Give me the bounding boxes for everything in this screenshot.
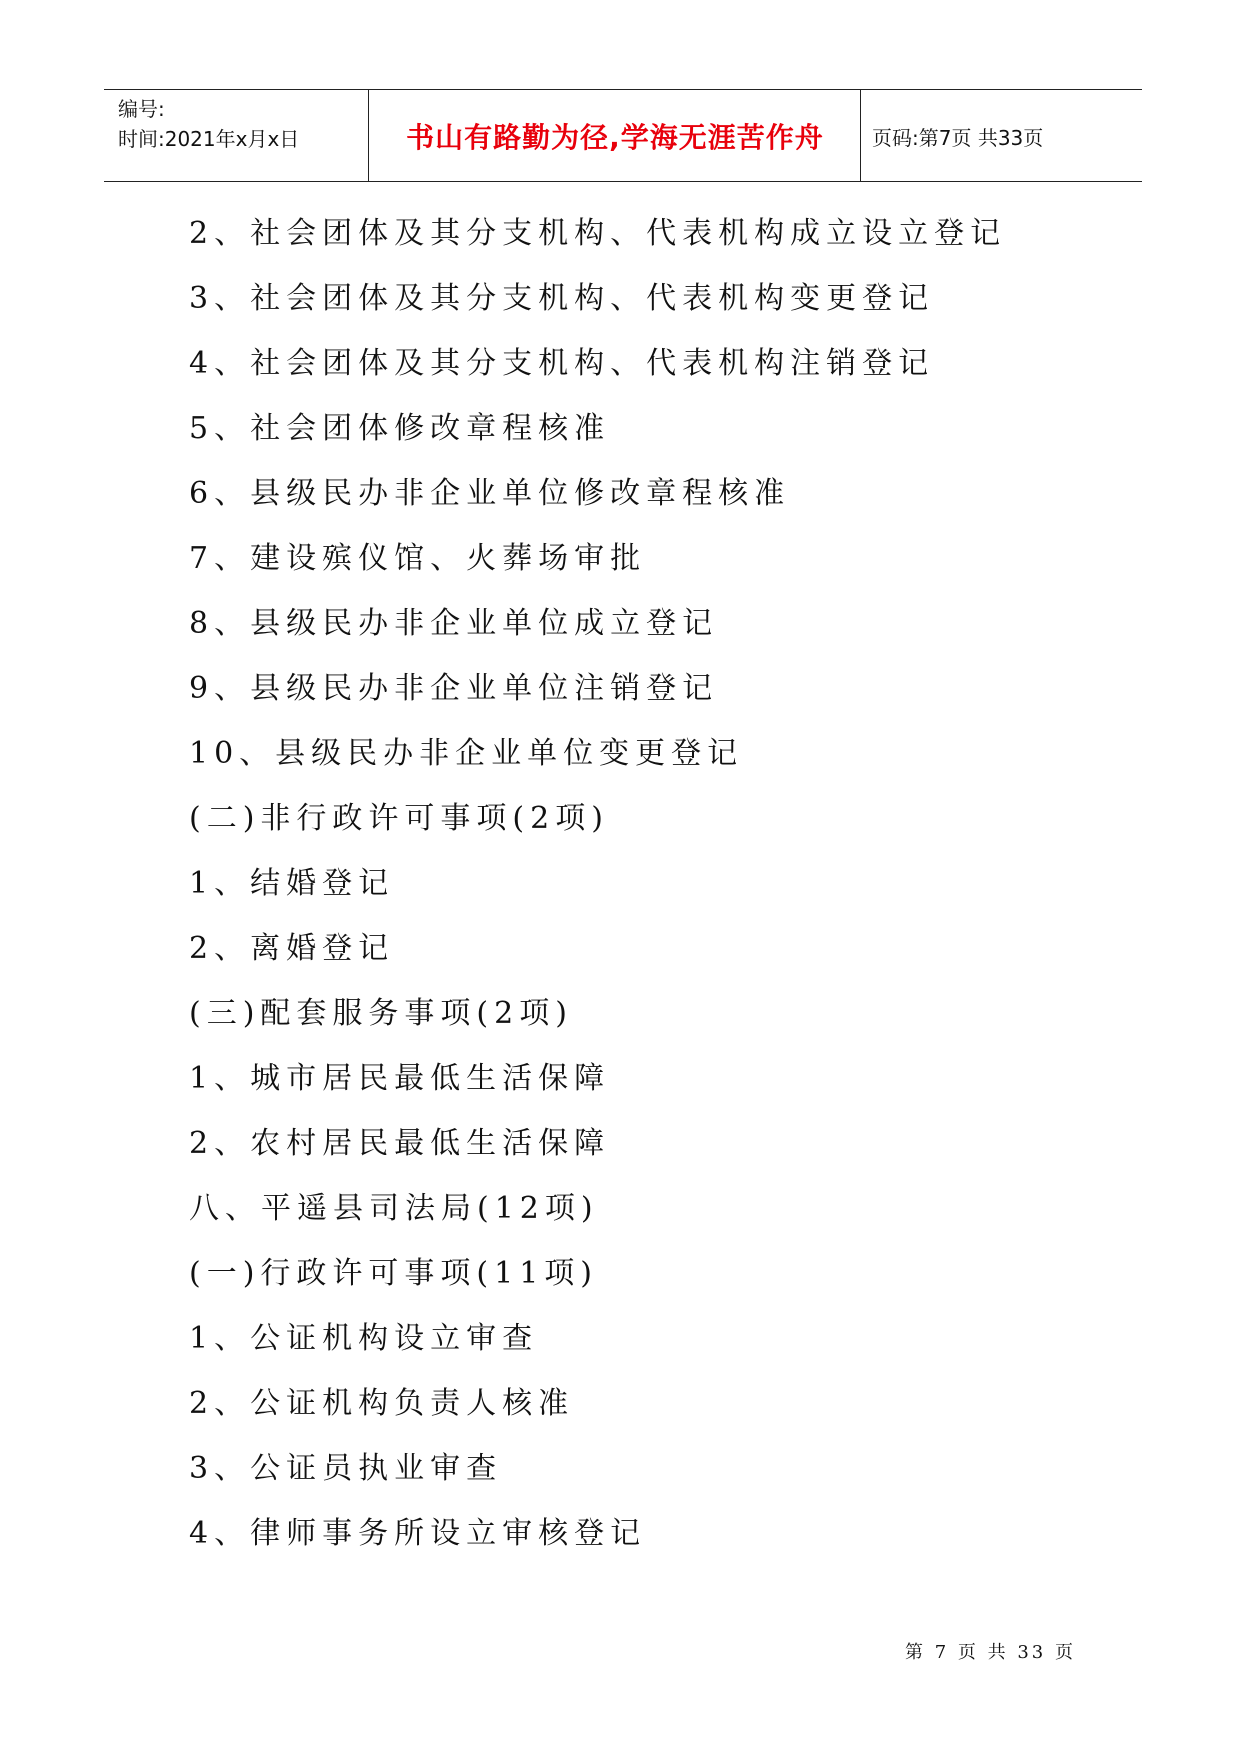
document-body	[189, 217, 1129, 1582]
list-item: 3、公证员执业审查	[189, 1451, 503, 1486]
list-item: 9、县级民办非企业单位注销登记	[189, 671, 719, 706]
section-heading: (二)非行政许可事项(2项)	[189, 801, 609, 836]
footer-page-number: 第 7 页 共 33 页	[905, 1642, 1076, 1663]
header-divider-right	[860, 90, 861, 181]
section-heading: (三)配套服务事项(2项)	[189, 996, 573, 1031]
list-item: 2、社会团体及其分支机构、代表机构成立设立登记	[189, 216, 1007, 251]
list-item: 4、社会团体及其分支机构、代表机构注销登记	[189, 346, 935, 381]
list-item: 2、农村居民最低生活保障	[189, 1126, 611, 1161]
list-item: 1、公证机构设立审查	[189, 1321, 539, 1356]
document-time-label: 时间:2021年x月x日	[118, 127, 300, 151]
section-heading: (一)行政许可事项(11项)	[189, 1256, 598, 1291]
list-item: 6、县级民办非企业单位修改章程核准	[189, 476, 791, 511]
document-number-label: 编号:	[118, 97, 165, 121]
header-motto: 书山有路勤为径,学海无涯苦作舟	[406, 121, 824, 154]
header-page-number: 页码:第7页 共33页	[872, 126, 1044, 150]
list-item: 5、社会团体修改章程核准	[189, 411, 611, 446]
list-item: 10、县级民办非企业单位变更登记	[189, 736, 744, 771]
list-item: 2、离婚登记	[189, 931, 395, 966]
list-item: 7、建设殡仪馆、火葬场审批	[189, 541, 647, 576]
list-item: 3、社会团体及其分支机构、代表机构变更登记	[189, 281, 935, 316]
list-item: 4、律师事务所设立审核登记	[189, 1516, 647, 1551]
header-divider-left	[368, 90, 369, 181]
header-meta	[118, 94, 299, 154]
list-item: 1、城市居民最低生活保障	[189, 1061, 611, 1096]
chapter-heading: 八、平遥县司法局(12项)	[189, 1191, 599, 1226]
list-item: 2、公证机构负责人核准	[189, 1386, 575, 1421]
list-item: 1、结婚登记	[189, 866, 395, 901]
list-item: 8、县级民办非企业单位成立登记	[189, 606, 719, 641]
page-header	[104, 89, 1142, 182]
